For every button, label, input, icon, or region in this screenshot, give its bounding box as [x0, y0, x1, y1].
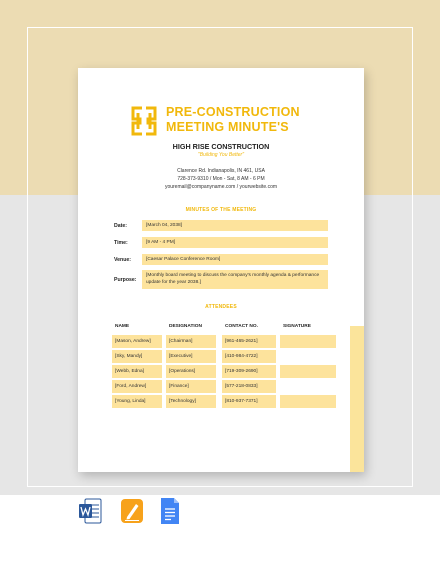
- attendee-signature: [280, 365, 336, 378]
- date-label: Date:: [114, 223, 127, 229]
- attendee-designation: [Finance]: [166, 380, 216, 393]
- document-title-line1: PRE-CONSTRUCTION: [166, 105, 300, 119]
- address-line: Clarence Rd. Indianapolis, IN 461, USA: [177, 168, 265, 174]
- attendee-designation: [Executive]: [166, 350, 216, 363]
- attendee-contact: [577-218-0833]: [222, 380, 276, 393]
- company-name: HIGH RISE CONSTRUCTION: [172, 142, 270, 151]
- attendee-contact: [410-984-4722]: [222, 350, 276, 363]
- column-header-contact: CONTACT NO.: [225, 324, 258, 329]
- attendee-designation: [Operations]: [166, 365, 216, 378]
- document-title-line2: MEETING MINUTE'S: [166, 120, 289, 134]
- venue-label: Venue:: [114, 257, 132, 263]
- venue-value: [Caesar Palace Conference Room]: [142, 254, 328, 265]
- word-icon[interactable]: [78, 497, 102, 525]
- attendee-designation: [Technology]: [166, 395, 216, 408]
- email-website-line: youremail@companyname.com / yourwebsite.com: [164, 184, 278, 190]
- google-docs-icon[interactable]: [158, 497, 182, 525]
- pages-icon[interactable]: [120, 497, 144, 525]
- attendee-contact: [719-309-2690]: [222, 365, 276, 378]
- attendee-designation: [Chairman]: [166, 335, 216, 348]
- company-tagline: "Building You Better": [198, 152, 244, 158]
- date-value: [March 04, 2038]: [142, 220, 328, 231]
- table-row: [112, 395, 336, 408]
- company-logo-icon: [130, 106, 158, 136]
- time-label: Time:: [114, 240, 128, 246]
- minutes-heading: MINUTES OF THE MEETING: [185, 207, 257, 213]
- attendee-signature: [280, 350, 336, 363]
- table-row: [112, 335, 336, 348]
- background-bottom: [0, 495, 440, 570]
- attendee-signature: [280, 335, 336, 348]
- column-header-designation: DESIGNATION: [169, 324, 202, 329]
- attendee-signature: [280, 380, 336, 393]
- attendee-name: [Young, Linda]: [112, 395, 162, 408]
- column-header-name: NAME: [115, 324, 130, 329]
- table-row: [112, 350, 336, 363]
- attendee-name: [Sky, Mandy]: [112, 350, 162, 363]
- attendee-name: [Ford, Andrew]: [112, 380, 162, 393]
- attendee-name: [Webb, Edna]: [112, 365, 162, 378]
- document-page: [78, 68, 364, 472]
- table-header-row: [112, 320, 336, 334]
- purpose-value: [Monthly board meeting to discuss the company's monthly agenda & performance update for the year 2038.]: [142, 270, 328, 289]
- attendee-name: [Mason, Andrew]: [112, 335, 162, 348]
- attendee-contact: [810-937-7371]: [222, 395, 276, 408]
- attendees-heading: ATTENDEES: [205, 304, 237, 310]
- table-row: [112, 365, 336, 378]
- decorative-side-bar: [350, 326, 364, 472]
- attendee-signature: [280, 395, 336, 408]
- table-row: [112, 380, 336, 393]
- phone-hours-line: 728-373-9310 / Mon - Sat, 8 AM - 6 PM: [177, 176, 265, 182]
- time-value: [9 AM - 4 PM]: [142, 237, 328, 248]
- column-header-signature: SIGNATURE: [283, 324, 311, 329]
- attendee-contact: [961-465-2621]: [222, 335, 276, 348]
- purpose-label: Purpose:: [114, 277, 137, 283]
